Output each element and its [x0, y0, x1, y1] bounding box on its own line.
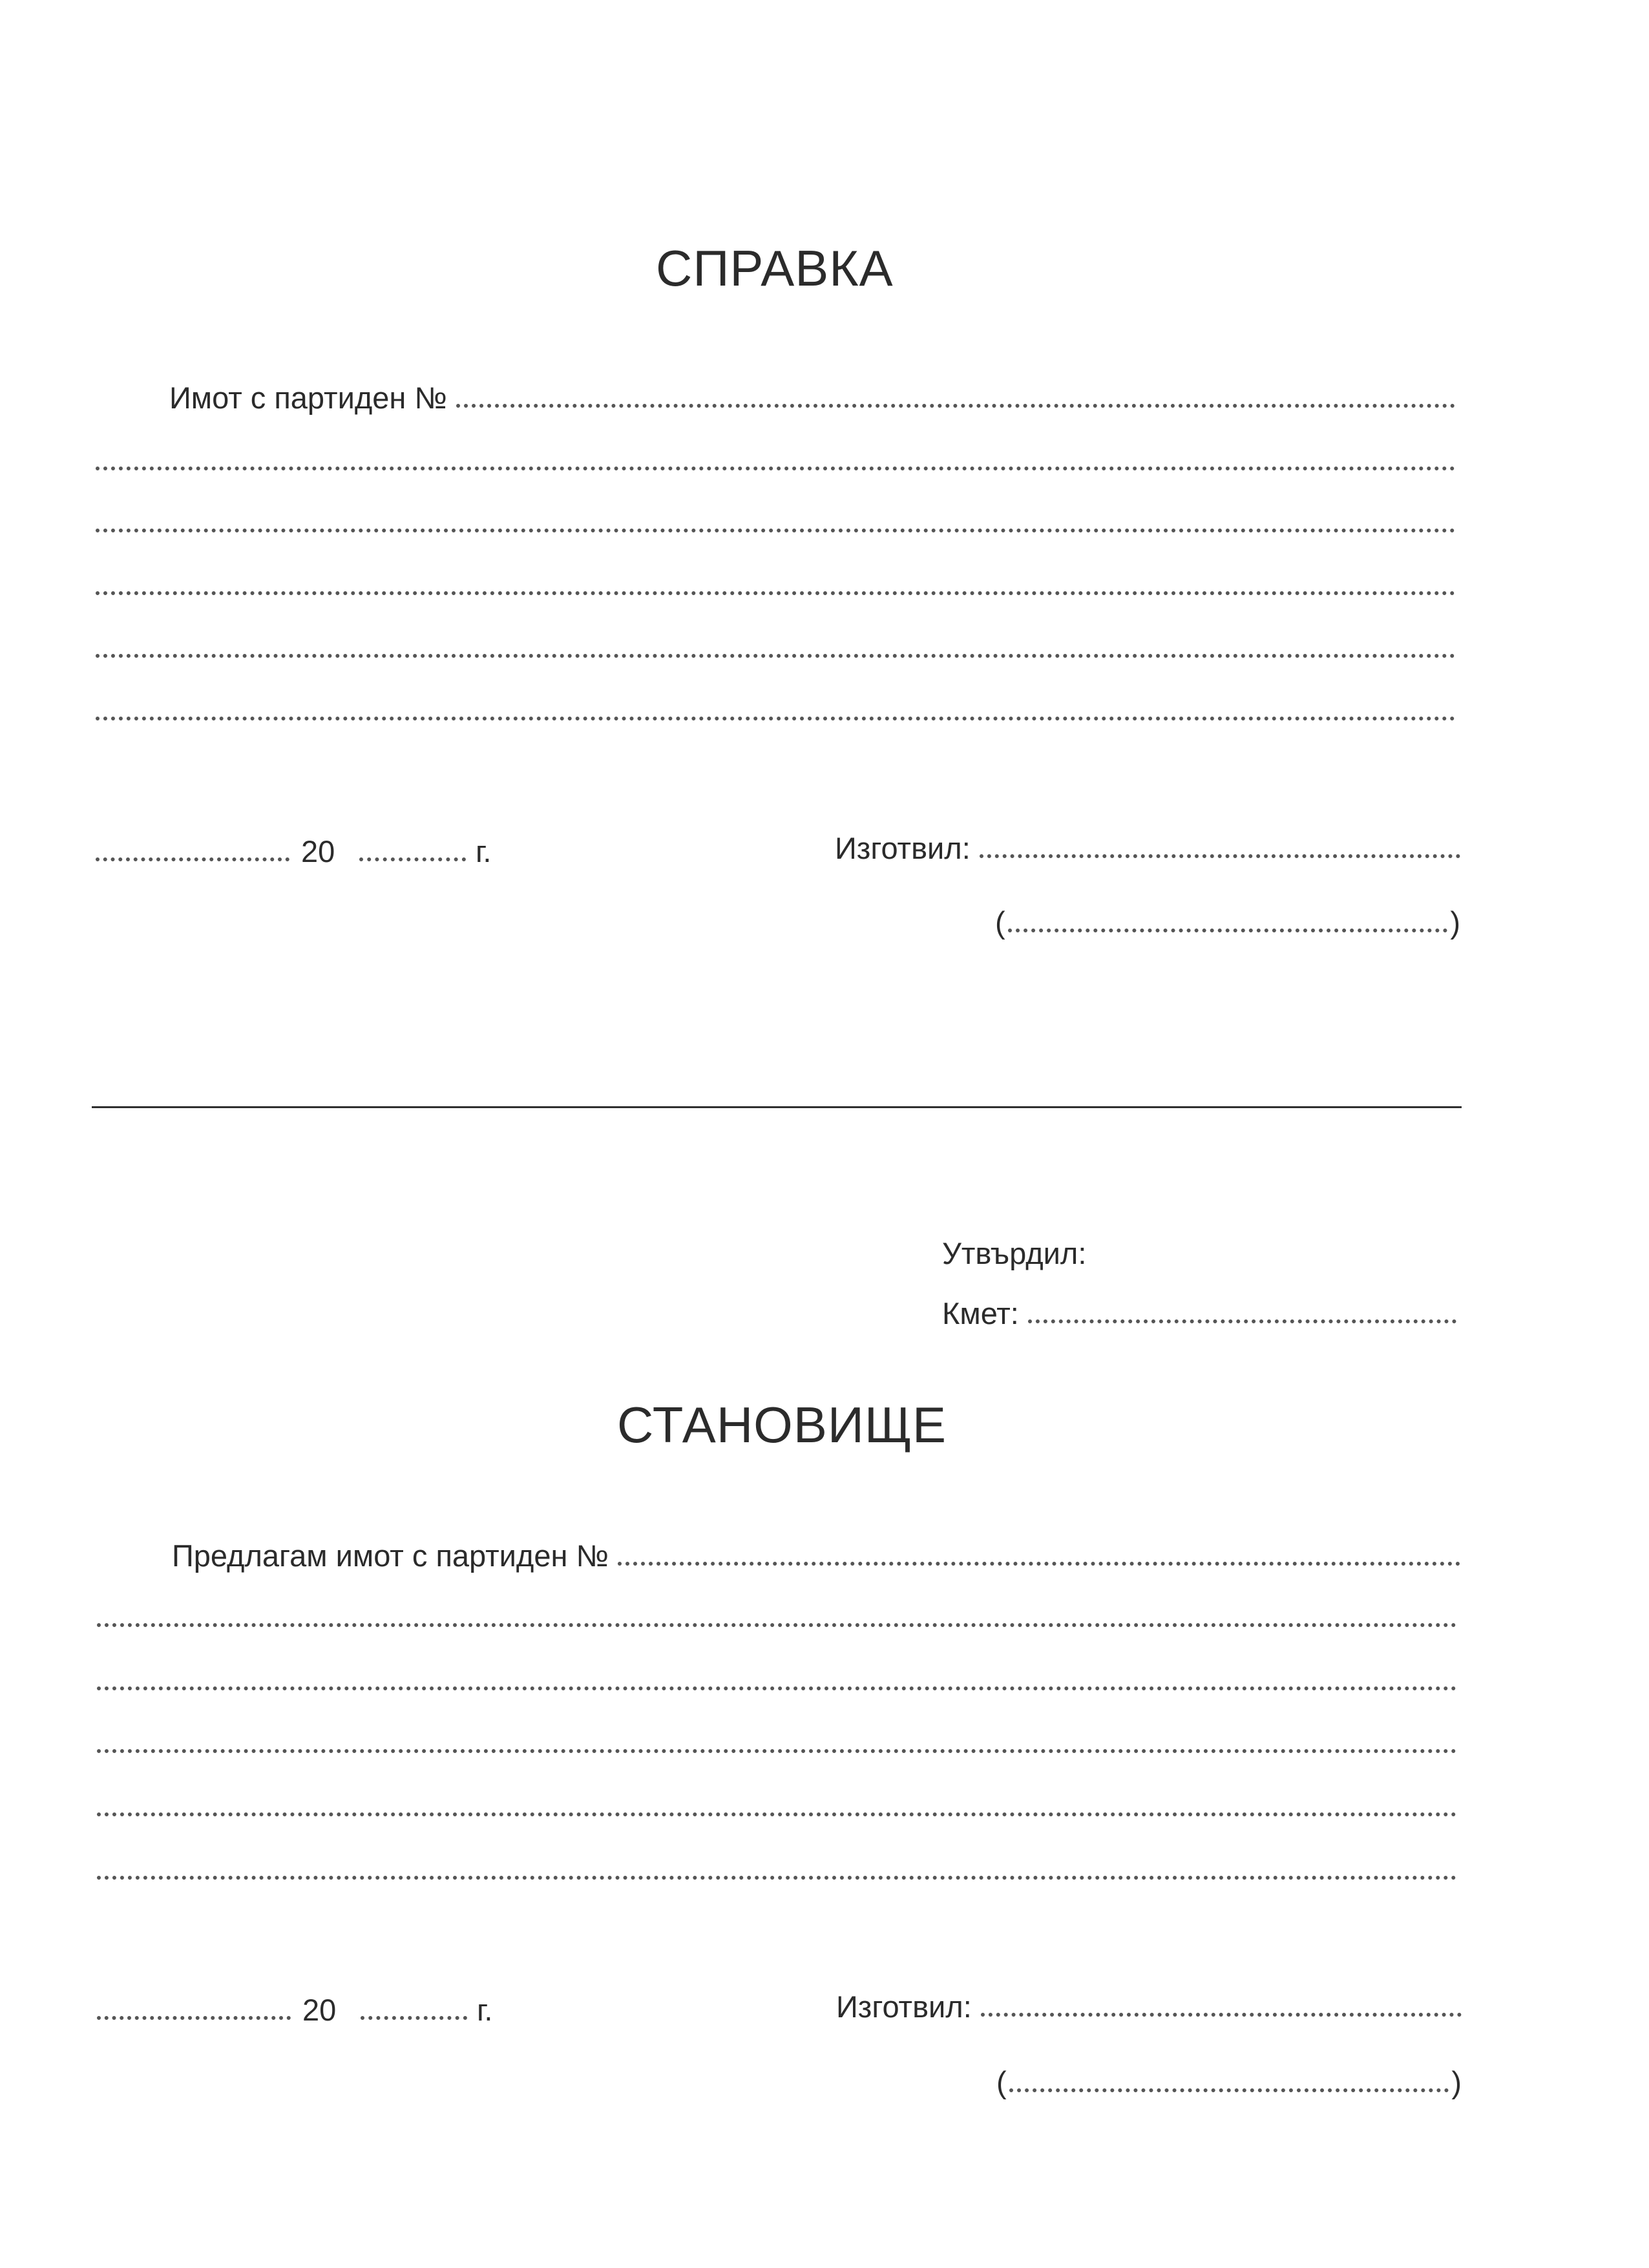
spravka-date-year-prefix: 20 — [301, 834, 335, 868]
spravka-blank-line-1[interactable] — [96, 467, 1455, 470]
spravka-property-label: Имот с партиден № — [169, 381, 447, 415]
stanovishte-date-day-field[interactable] — [97, 2016, 291, 2020]
spravka-property-number-field[interactable] — [456, 404, 1455, 408]
stanovishte-property-number-field[interactable] — [618, 1562, 1460, 1566]
spravka-prepared-by-label: Изготвил: — [835, 831, 971, 865]
spravka-blank-line-5[interactable] — [96, 717, 1455, 720]
mayor-line[interactable] — [942, 1296, 1456, 1331]
spravka-prepared-by-line[interactable] — [835, 830, 1460, 866]
spravka-blank-line-3[interactable] — [96, 591, 1455, 595]
approved-label: Утвърдил: — [942, 1236, 1087, 1270]
spravka-date-year-field[interactable] — [359, 857, 466, 861]
stanovishte-blank-line-5[interactable] — [97, 1876, 1456, 1880]
stanovishte-blank-line-3[interactable] — [97, 1749, 1456, 1753]
stanovishte-date-year-suffix: г. — [477, 1993, 493, 2027]
stanovishte-blank-line-4[interactable] — [97, 1812, 1456, 1816]
stanovishte-property-line[interactable] — [172, 1538, 1460, 1573]
stanovishte-prepared-by-field[interactable] — [981, 2013, 1462, 2017]
stanovishte-property-label: Предлагам имот с партиден № — [172, 1538, 609, 1573]
stanovishte-paren-close: ) — [1451, 2065, 1462, 2099]
stanovishte-date-year-prefix: 20 — [302, 1993, 337, 2027]
stanovishte-blank-line-1[interactable] — [97, 1623, 1456, 1627]
spravka-paren-open: ( — [995, 905, 1005, 940]
spravka-blank-line-4[interactable] — [96, 654, 1455, 658]
spravka-title: СПРАВКА — [656, 240, 894, 297]
stanovishte-name-field[interactable] — [1009, 2088, 1449, 2092]
stanovishte-blank-line-2[interactable] — [97, 1686, 1456, 1690]
spravka-blank-line-2[interactable] — [96, 529, 1455, 532]
section-divider — [92, 1106, 1462, 1108]
spravka-paren-close: ) — [1450, 905, 1460, 940]
mayor-label: Кмет: — [942, 1296, 1019, 1330]
spravka-name-line[interactable] — [995, 905, 1460, 940]
stanovishte-prepared-by-label: Изготвил: — [836, 1990, 972, 2024]
stanovishte-paren-open: ( — [996, 2065, 1007, 2099]
stanovishte-date-year-field[interactable] — [361, 2016, 467, 2020]
spravka-property-line[interactable] — [169, 380, 1455, 415]
spravka-name-field[interactable] — [1008, 929, 1448, 932]
spravka-prepared-by-field[interactable] — [980, 854, 1460, 858]
stanovishte-title: СТАНОВИЩЕ — [617, 1396, 947, 1453]
spravka-date-day-field[interactable] — [96, 857, 289, 861]
stanovishte-name-line[interactable] — [996, 2064, 1462, 2100]
mayor-signature-field[interactable] — [1028, 1319, 1456, 1323]
stanovishte-prepared-by-line[interactable] — [836, 1989, 1462, 2024]
spravka-date-year-suffix: г. — [476, 834, 492, 868]
